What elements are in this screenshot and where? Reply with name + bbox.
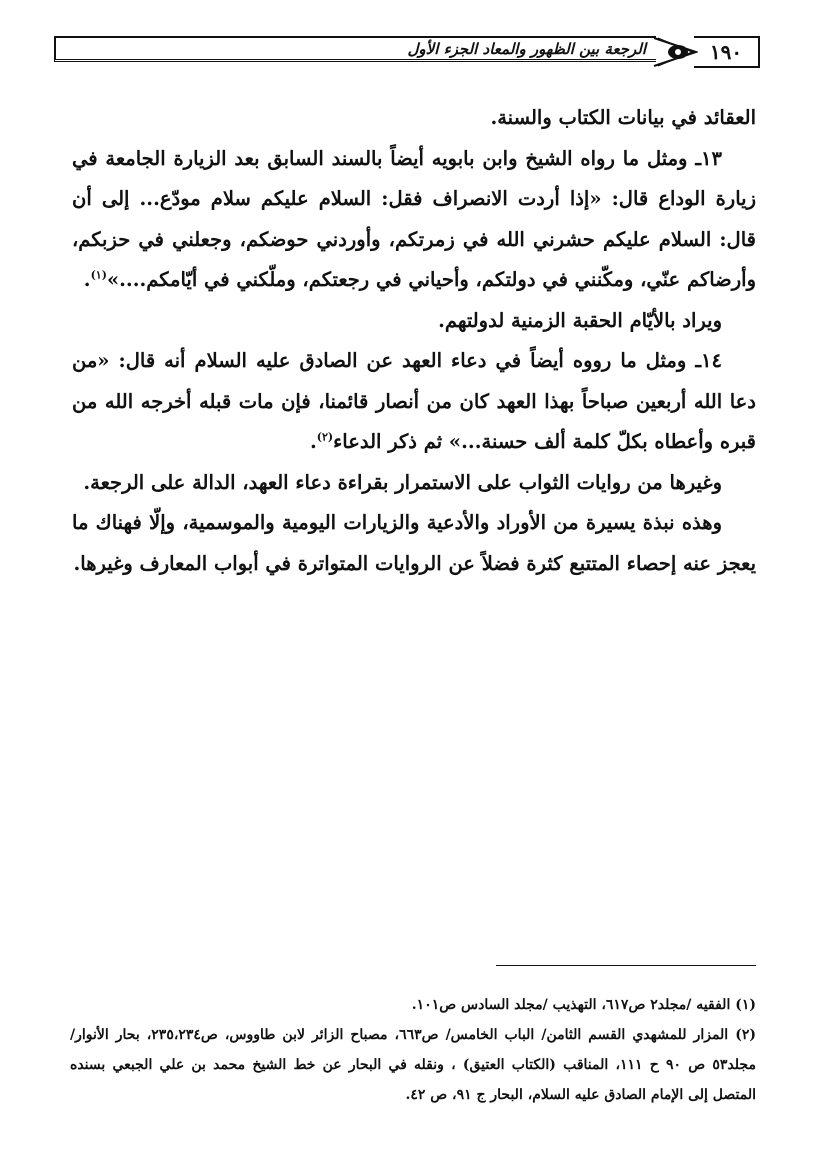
footnote-separator bbox=[496, 965, 756, 966]
page-number: ١٩٠ bbox=[694, 36, 760, 68]
footnote-ref-2: (٢) bbox=[316, 430, 334, 444]
footnotes bbox=[70, 990, 756, 1110]
paragraph-4-text: ١٤ـ ومثل ما رووه أيضاً في دعاء العهد عن الصادق عليه السلام أنه قال: «من دعا الله أربعين صباحاً بهذا العهد كان من أنصار قائمنا، فإن مات قبله أخرجه الله من قبره وأعطاه بكلّ كلمة ألف حسنة...» ثم ذكر الدعاء bbox=[72, 349, 756, 453]
footnote-1: (١) الفقيه /مجلد٢ ص٦١٧، التهذيب /مجلد السادس ص١٠١. bbox=[411, 997, 756, 1013]
paragraph-4 bbox=[72, 341, 756, 463]
running-title: الرجعة بين الظهور والمعاد الجزء الأول bbox=[407, 39, 646, 58]
footnote-ref-1: (١) bbox=[90, 268, 107, 282]
paragraph-5: وغيرها من روايات الثواب على الاستمرار بقراءة دعاء العهد، الدالة على الرجعة. bbox=[83, 470, 722, 494]
paragraph-3: ويراد بالأيّام الحقبة الزمنية لدولتهم. bbox=[438, 308, 722, 332]
paragraph-4-end: . bbox=[309, 430, 317, 453]
paragraph-6: وهذه نبذة يسيرة من الأوراد والأدعية والزيارات اليومية والموسمية، وإلّا فهناك ما يعجز عنه إحصاء المتتبع كثرة فضلاً عن الروايات المتواترة في أبواب المعارف وغيرها. bbox=[72, 511, 756, 575]
paragraph-1: العقائد في بيانات الكتاب والسنة. bbox=[490, 106, 756, 129]
running-title-box bbox=[54, 36, 656, 62]
paragraph-2 bbox=[72, 139, 756, 301]
decorative-ornament-icon bbox=[652, 36, 698, 68]
footnote-2: (٢) المزار للمشهدي القسم الثامن/ الباب الخامس/ ص٦٦٣، مصباح الزائر لابن طاووس، ص٢٣٥،٢٣٤، بحار الأنوار/ مجلد٥٣ ص ٩٠ ح ١١١، المناقب (الكتاب العتيق) ، ونقله في البحار عن خط الشيخ محمد بن علي الجبعي بسنده المتصل إلى الإمام الصادق عليه السلام، البحار ج ٩١، ص ٤٢. bbox=[70, 1027, 756, 1103]
paragraph-2-end: . bbox=[83, 268, 91, 291]
paragraph-2-text: ١٣ـ ومثل ما رواه الشيخ وابن بابويه أيضاً بالسند السابق بعد الزيارة الجامعة في زيارة الوداع قال: «إذا أردت الانصراف فقل: السلام عليكم سلام مودّع... إلى أن قال: السلام عليكم حشرني الله في زمرتكم، وأوردني حوضكم، وجعلني في حزبكم، وأرضاكم عنّي، ومكّنني في دولتكم، وأحياني في رجعتكم، وملّكني في أيّامكم....» bbox=[72, 146, 756, 291]
main-text bbox=[72, 98, 756, 584]
page-header bbox=[54, 36, 760, 66]
